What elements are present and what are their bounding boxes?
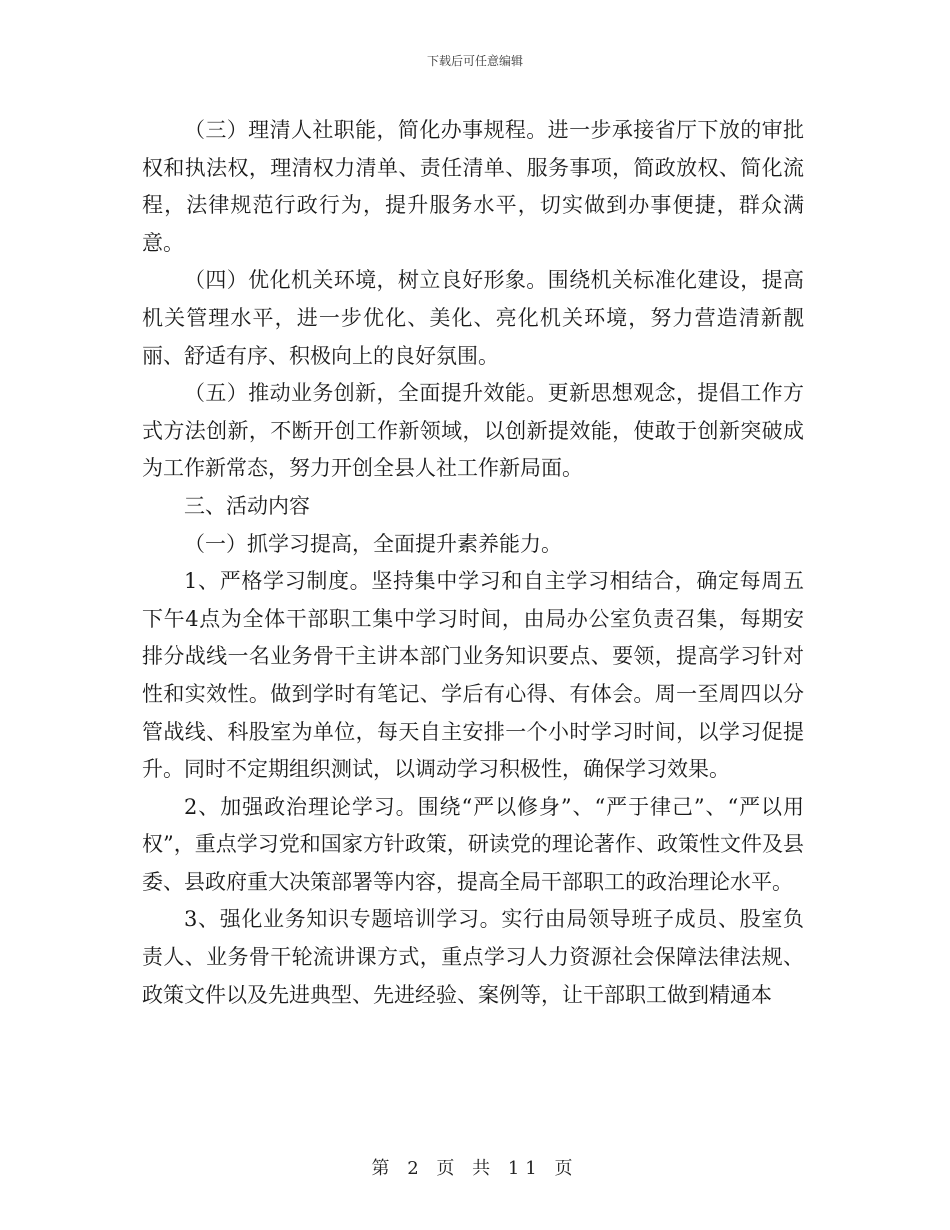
paragraph-item-3: 3、强化业务知识专题培训学习。实行由局领导班子成员、股室负责人、业务骨干轮流讲课方式，重点学习人力资源社会保障法律法规、政策文件以及先进典型、先进经验、案例等，让干部职工做到精通本 [142,907,804,1007]
paragraph-section-4: （四）优化机关环境，树立良好形象。围绕机关标准化建设，提高机关管理水平，进一步优化、美化、亮化机关环境，努力营造清新靓丽、舒适有序、积极向上的良好氛围。 [142,268,804,368]
page-footer: 第 2 页 共 11 页 [371,1158,579,1179]
heading-activity-content: 三、活动内容 [184,493,310,518]
paragraph-section-3: （三）理清人社职能，简化办事规程。进一步承接省厅下放的审批权和执法权，理清权力清单、责任清单、服务事项，简政放权、简化流程，法律规范行政行为，提升服务水平，切实做到办事便捷，群众满意。 [142,118,804,255]
document-body [142,112,804,1014]
paragraph-item-2: 2、加强政治理论学习。围绕“严以修身”、“严于律己”、“严以用权”，重点学习党和国家方针政策，研读党的理论著作、政策性文件及县委、县政府重大决策部署等内容，提高全局干部职工的政治理论水平。 [142,794,804,894]
page-header: 下载后可任意编辑 [426,54,523,68]
paragraph-section-5: （五）推动业务创新，全面提升效能。更新思想观念，提倡工作方式方法创新，不断开创工作新领域，以创新提效能，使敢于创新突破成为工作新常态，努力开创全县人社工作新局面。 [142,381,804,481]
subheading-study: （一）抓学习提高，全面提升素养能力。 [184,531,562,556]
paragraph-item-1: 1、严格学习制度。坚持集中学习和自主学习相结合，确定每周五下午4点为全体干部职工集中学习时间，由局办公室负责召集，每期安排分战线一名业务骨干主讲本部门业务知识要点、要领，提高学习针对性和实效性。做到学时有笔记、学后有心得、有体会。周一至周四以分管战线、科股室为单位，每天自主安排一个小时学习时间，以学习促提升。同时不定期组织测试，以调动学习积极性，确保学习效果。 [142,569,804,782]
